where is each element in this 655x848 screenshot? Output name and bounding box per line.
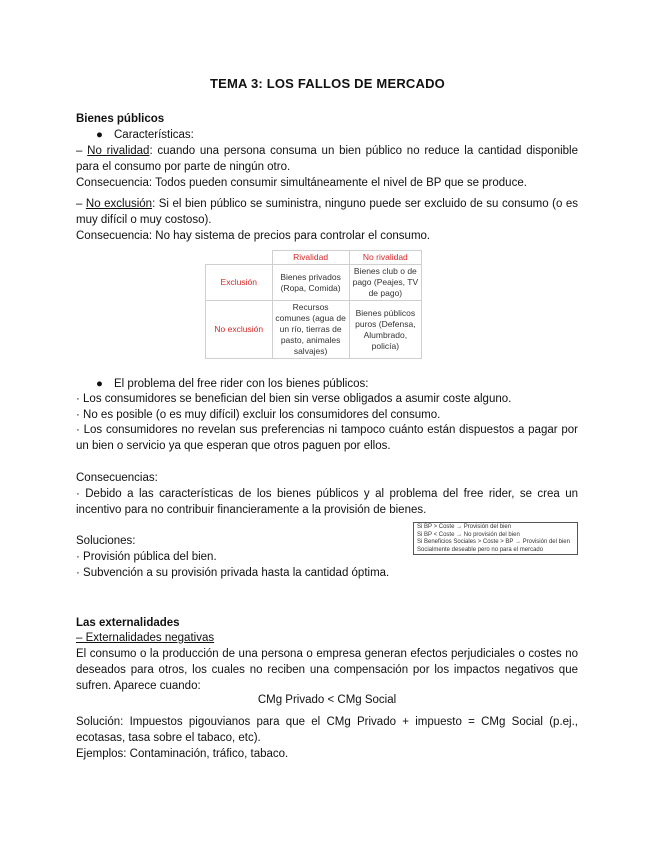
section-heading-externalidades: Las externalidades (76, 617, 180, 629)
rule-line: Si BP > Coste → Provisión del bien (417, 524, 512, 530)
bullet-free-rider (76, 376, 598, 392)
externalidades-paragraph: El consumo o la producción de una persona o empresa generan efectos perjudiciales o costes no deseados para otros, los cuales no reciben una compensación por los impactos negativos que sufren. Aparece cuando: (76, 648, 578, 692)
soluciones-label: Soluciones: (76, 535, 136, 547)
table-cell: Recursos comunes (agua de un río, tierras de pasto, animales salvajes) (272, 301, 349, 359)
table-header-row (206, 251, 422, 265)
table-cell: Bienes públicos puros (Defensa, Alumbrado, policía) (349, 301, 421, 359)
free-rider-heading: El problema del free rider con los bienes públicos: (114, 378, 369, 390)
term-no-exclusion: No exclusión (85, 198, 153, 210)
solucion-1: · Provisión pública del bien. (76, 551, 217, 563)
bullet-dot: ● (96, 378, 103, 390)
ejemplos-externalidades: Ejemplos: Contaminación, tráfico, tabaco. (76, 748, 289, 760)
section-heading-bienes: Bienes públicos (76, 113, 165, 125)
no-exclusion-text: : Si el bien público se suministra, ninguno puede ser excluido de su consumo (o es muy difícil o muy costoso). (76, 198, 578, 226)
table-cell: Bienes club o de pago (Peajes, TV de pago) (349, 265, 421, 301)
rule-line: Si Beneficios Sociales > Coste > BP → Provisión del bien (417, 539, 570, 545)
consecuencia-no-rivalidad: Consecuencia: Todos pueden consumir simultáneamente el nivel de BP que se produce. (76, 177, 527, 189)
consecuencias-label: Consecuencias: (76, 472, 158, 484)
provision-rules-box (413, 522, 578, 555)
paragraph-no-exclusion (76, 196, 578, 228)
table-corner (206, 251, 273, 265)
subheading-externalidades-negativas: – Externalidades negativas (76, 632, 215, 644)
free-rider-point-3: · Los consumidores no revelan sus preferencias ni tampoco cuánto están dispuestos a pagar por un bien o servicio ya que esperan que otros paguen por ellos. (76, 424, 578, 452)
paragraph-no-rivalidad (76, 143, 578, 175)
bienes-classification-table (205, 250, 422, 359)
bullet-caracteristicas (76, 127, 598, 143)
table-row-label-exclusion: Exclusión (206, 265, 273, 301)
bullet-dot: ● (96, 129, 103, 141)
consecuencias-text: · Debido a las características de los bienes públicos y al problema del free rider, se crea un incentivo para no contribuir financieramente a la provisión de bienes. (76, 488, 578, 516)
rule-line: Socialmente deseable pero no para el mercado (417, 546, 544, 553)
table-row (206, 265, 422, 301)
dash: – (76, 198, 86, 210)
solucion-2: · Subvención a su provisión privada hasta la cantidad óptima. (76, 567, 390, 579)
no-rivalidad-text: : cuando una persona consuma un bien público no reduce la cantidad disponible para el consumo por parte de ningún otro. (76, 145, 578, 173)
table-header-rivalidad: Rivalidad (272, 251, 349, 265)
term-no-rivalidad: No rivalidad (87, 145, 150, 157)
rule-line: Si BP < Coste → No provisión del bien (417, 531, 520, 538)
free-rider-point-1: · Los consumidores se benefician del bien sin verse obligados a asumir coste alguno. (76, 393, 512, 405)
caracteristicas-label: Características: (114, 129, 194, 141)
table-row (206, 301, 422, 359)
solucion-externalidades: Solución: Impuestos pigouvianos para que el CMg Privado + impuesto = CMg Social (p.ej., ecotasas, tasa sobre el tabaco, etc). (76, 716, 578, 744)
table-cell: Bienes privados (Ropa, Comida) (272, 265, 349, 301)
table-header-no-rivalidad: No rivalidad (349, 251, 421, 265)
consecuencia-no-exclusion: Consecuencia: No hay sistema de precios para controlar el consumo. (76, 230, 431, 242)
page-title: TEMA 3: LOS FALLOS DE MERCADO (210, 76, 445, 91)
formula-cmg: CMg Privado < CMg Social (257, 694, 397, 706)
table-row-label-no-exclusion: No exclusión (206, 301, 273, 359)
free-rider-point-2: · No es posible (o es muy difícil) excluir los consumidores del consumo. (76, 409, 441, 421)
dash: – (76, 145, 88, 157)
